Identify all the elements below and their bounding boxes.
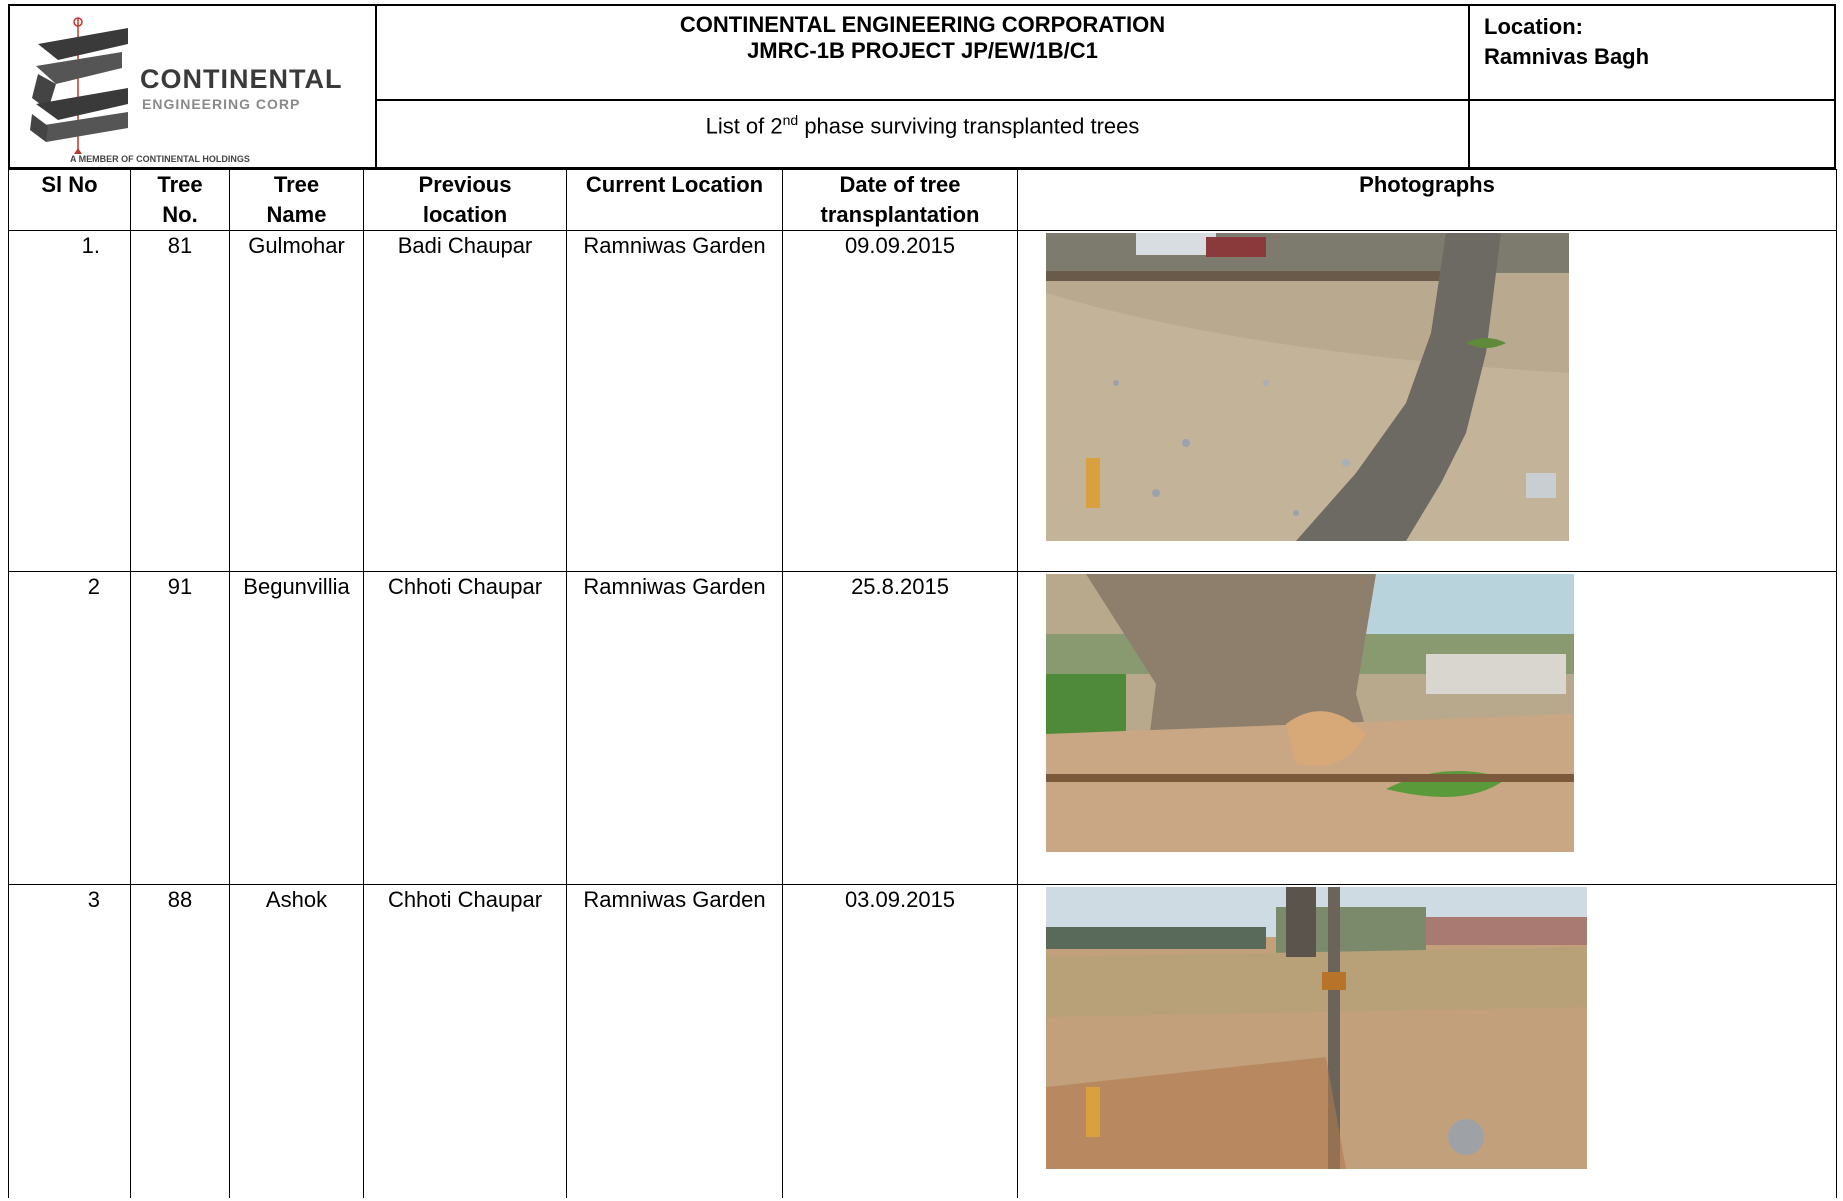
col-header-tree-no: Tree No.	[131, 170, 230, 231]
cell-photograph	[1018, 885, 1837, 1199]
location-label: Location:	[1484, 14, 1583, 39]
col-header-tree-name: Tree Name	[230, 170, 364, 231]
document-title	[377, 6, 1470, 101]
subtitle-pre: List of 2	[705, 113, 783, 139]
subtitle-post: phase surviving transplanted trees	[798, 113, 1140, 139]
company-logo	[10, 6, 377, 167]
tree-photo	[1046, 574, 1574, 852]
cell-tree-no: 91	[131, 572, 230, 885]
cell-tree-no: 81	[131, 231, 230, 572]
col-header-photographs: Photographs	[1018, 170, 1837, 231]
document-header	[8, 4, 1836, 169]
table-row	[9, 572, 1837, 885]
table-row	[9, 231, 1837, 572]
tree-table	[8, 169, 1837, 1198]
tree-photo	[1046, 887, 1587, 1169]
logo-tagline: A MEMBER OF CONTINENTAL HOLDINGS	[70, 154, 250, 164]
table-row	[9, 885, 1837, 1199]
cell-photograph	[1018, 572, 1837, 885]
cell-photograph	[1018, 231, 1837, 572]
cell-date: 25.8.2015	[783, 572, 1018, 885]
cell-prev-location: Chhoti Chaupar	[364, 885, 567, 1199]
col-header-current-location: Current Location	[567, 170, 783, 231]
cell-sl-no: 2	[9, 572, 131, 885]
cell-sl-no: 1.	[9, 231, 131, 572]
tree-photo	[1046, 233, 1569, 541]
blank-cell	[1470, 101, 1834, 167]
location-value: Ramnivas Bagh	[1484, 44, 1650, 69]
col-header-prev-location: Previous location	[364, 170, 567, 231]
col-header-sl-no: Sl No	[9, 170, 131, 231]
document-subtitle	[377, 101, 1470, 167]
location-box	[1470, 6, 1834, 101]
title-line-1: CONTINENTAL ENGINEERING CORPORATION	[679, 12, 1166, 37]
cell-current-location: Ramniwas Garden	[567, 231, 783, 572]
title-line-2: JMRC-1B PROJECT JP/EW/1B/C1	[747, 38, 1098, 63]
cell-date: 03.09.2015	[783, 885, 1018, 1199]
table-header-row	[9, 170, 1837, 231]
cell-sl-no: 3	[9, 885, 131, 1199]
logo-subwordmark: ENGINEERING CORP	[142, 96, 301, 112]
cell-prev-location: Chhoti Chaupar	[364, 572, 567, 885]
cell-tree-name: Ashok	[230, 885, 364, 1199]
continental-logo-icon	[28, 14, 140, 156]
cell-tree-no: 88	[131, 885, 230, 1199]
cell-prev-location: Badi Chaupar	[364, 231, 567, 572]
cell-current-location: Ramniwas Garden	[567, 572, 783, 885]
logo-wordmark: CONTINENTAL	[140, 64, 343, 94]
col-header-date: Date of tree transplantation	[783, 170, 1018, 231]
subtitle-sup: nd	[782, 112, 799, 128]
cell-date: 09.09.2015	[783, 231, 1018, 572]
cell-current-location: Ramniwas Garden	[567, 885, 783, 1199]
cell-tree-name: Gulmohar	[230, 231, 364, 572]
cell-tree-name: Begunvillia	[230, 572, 364, 885]
